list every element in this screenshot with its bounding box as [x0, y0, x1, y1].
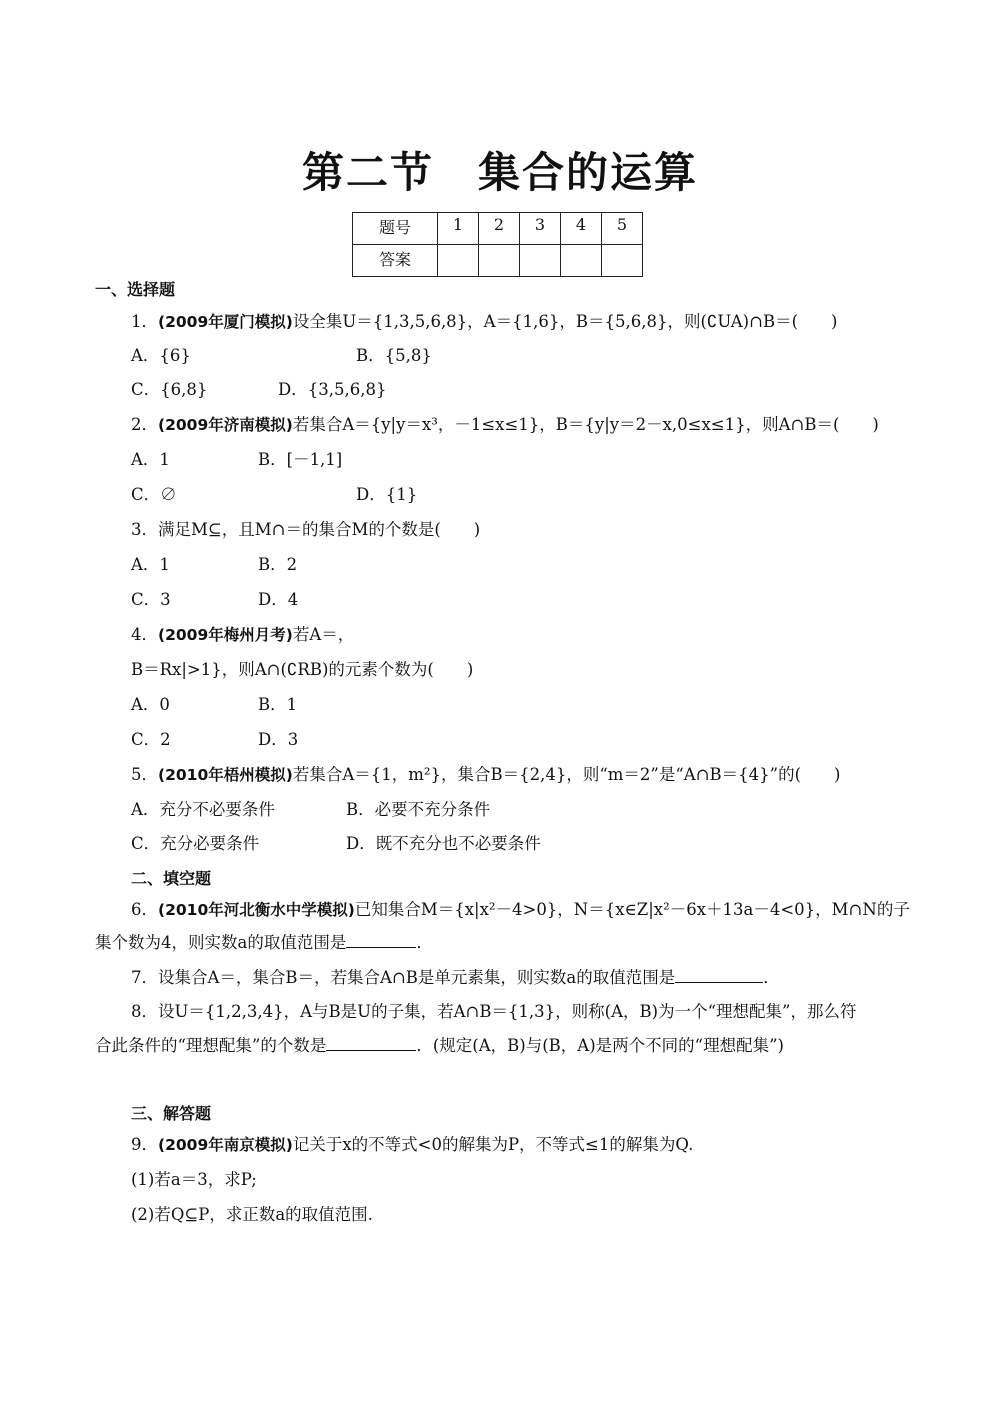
question-number-cell: 5: [602, 213, 643, 245]
option-d: D．{1}: [356, 485, 418, 504]
question-number: 1．: [131, 312, 158, 331]
question-source: (2010年梧州模拟): [158, 766, 293, 784]
question-5: [131, 763, 840, 787]
option-c: C．∅: [131, 485, 177, 504]
question-9-part-1: (1)若a＝3，求P;: [131, 1170, 257, 1189]
answer-blank[interactable]: [675, 966, 763, 983]
option-d: D．既不充分也不必要条件: [346, 834, 541, 853]
question-number: 4．: [131, 625, 158, 644]
option-a: A．1: [131, 555, 170, 574]
question-1: [131, 310, 837, 334]
question-number-cell: 4: [561, 213, 602, 245]
answer-table-answer-row: [353, 245, 643, 277]
answer-blank[interactable]: [326, 1034, 416, 1051]
answer-cell[interactable]: [479, 245, 520, 277]
option-c: C．{6,8}: [131, 380, 208, 399]
page-title: 第二节 集合的运算: [301, 148, 698, 197]
question-source: (2010年河北衡水中学模拟): [158, 901, 355, 919]
answer-cell[interactable]: [561, 245, 602, 277]
option-b: B．1: [258, 695, 298, 714]
section-heading-choice: 一、选择题: [95, 280, 176, 299]
answer-label: 答案: [353, 245, 438, 277]
option-d: D．4: [258, 590, 299, 609]
question-6-continued: [95, 931, 433, 955]
option-a: A．1: [131, 450, 170, 469]
question-text: ．(规定(A，B)与(B，A)是两个不同的“理想配集”): [416, 1036, 784, 1055]
section-heading-fill: 二、填空题: [131, 869, 212, 888]
option-a: A．充分不必要条件: [131, 800, 275, 819]
sentence-end: ．: [416, 933, 433, 952]
question-4: [131, 623, 354, 647]
question-text: 集个数为4，则实数a的取值范围是: [95, 933, 347, 952]
question-text: 若A＝，: [292, 625, 355, 644]
question-number: 9．: [131, 1135, 158, 1154]
question-number: 5．: [131, 765, 158, 784]
option-b: B．{5,8}: [356, 346, 432, 365]
question-number: 2．: [131, 415, 158, 434]
question-number: 6．: [131, 900, 158, 919]
question-text: 合此条件的“理想配集”的个数是: [95, 1036, 327, 1055]
section-heading-solve: 三、解答题: [131, 1104, 212, 1123]
question-text: 若集合A＝{y|y＝x³，－1≤x≤1}，B＝{y|y＝2－x,0≤x≤1}，则A∩B＝( ): [292, 415, 879, 434]
answer-cell[interactable]: [520, 245, 561, 277]
question-9: [131, 1133, 693, 1157]
option-a: A．{6}: [131, 346, 191, 365]
option-b: B．必要不充分条件: [346, 800, 491, 819]
answer-cell[interactable]: [438, 245, 479, 277]
question-source: (2009年南京模拟): [158, 1136, 293, 1154]
sentence-end: ．: [763, 968, 780, 987]
question-text: 7．设集合A＝，集合B＝，若集合A∩B是单元素集，则实数a的取值范围是: [131, 968, 676, 987]
question-number-label: 题号: [353, 213, 438, 245]
question-text: 设全集U＝{1,3,5,6,8}，A＝{1,6}，B＝{5,6,8}，则(∁UA)∩B＝( ): [292, 312, 838, 331]
answer-blank[interactable]: [346, 931, 416, 948]
question-text: 已知集合M＝{x|x²－4>0}，N＝{x∈Z|x²－6x＋13a－4<0}，M∩N的子: [354, 900, 910, 919]
option-b: B．2: [258, 555, 298, 574]
option-c: C．3: [131, 590, 171, 609]
option-b: B．[－1,1]: [258, 450, 343, 469]
question-2: [131, 413, 879, 437]
question-source: (2009年厦门模拟): [158, 313, 293, 331]
answer-table-header-row: [353, 213, 643, 245]
question-7: [131, 966, 780, 990]
answer-table: [352, 212, 643, 277]
question-9-part-2: (2)若Q⊆P，求正数a的取值范围.: [131, 1205, 373, 1224]
question-text: 记关于x的不等式<0的解集为P，不等式≤1的解集为Q.: [292, 1135, 694, 1154]
option-d: D．{3,5,6,8}: [278, 380, 387, 399]
question-8: 8．设U＝{1,2,3,4}，A与B是U的子集，若A∩B＝{1,3}，则称(A，B)为一个“理想配集”，那么符: [131, 1002, 857, 1021]
option-d: D．3: [258, 730, 299, 749]
question-number-cell: 1: [438, 213, 479, 245]
question-text: 若集合A＝{1，m²}，集合B＝{2,4}，则“m＝2”是“A∩B＝{4}”的( ): [292, 765, 841, 784]
option-c: C．充分必要条件: [131, 834, 260, 853]
question-4-continued: B＝Rx|>1}，则A∩(∁RB)的元素个数为( ): [131, 660, 474, 679]
question-source: (2009年济南模拟): [158, 416, 293, 434]
question-6: [131, 898, 910, 922]
question-source: (2009年梅州月考): [158, 626, 293, 644]
question-3: 3．满足M⊆，且M∩＝的集合M的个数是( ): [131, 520, 481, 539]
question-8-continued: [95, 1034, 784, 1058]
answer-cell[interactable]: [602, 245, 643, 277]
question-number-cell: 2: [479, 213, 520, 245]
question-number-cell: 3: [520, 213, 561, 245]
option-a: A．0: [131, 695, 170, 714]
option-c: C．2: [131, 730, 171, 749]
